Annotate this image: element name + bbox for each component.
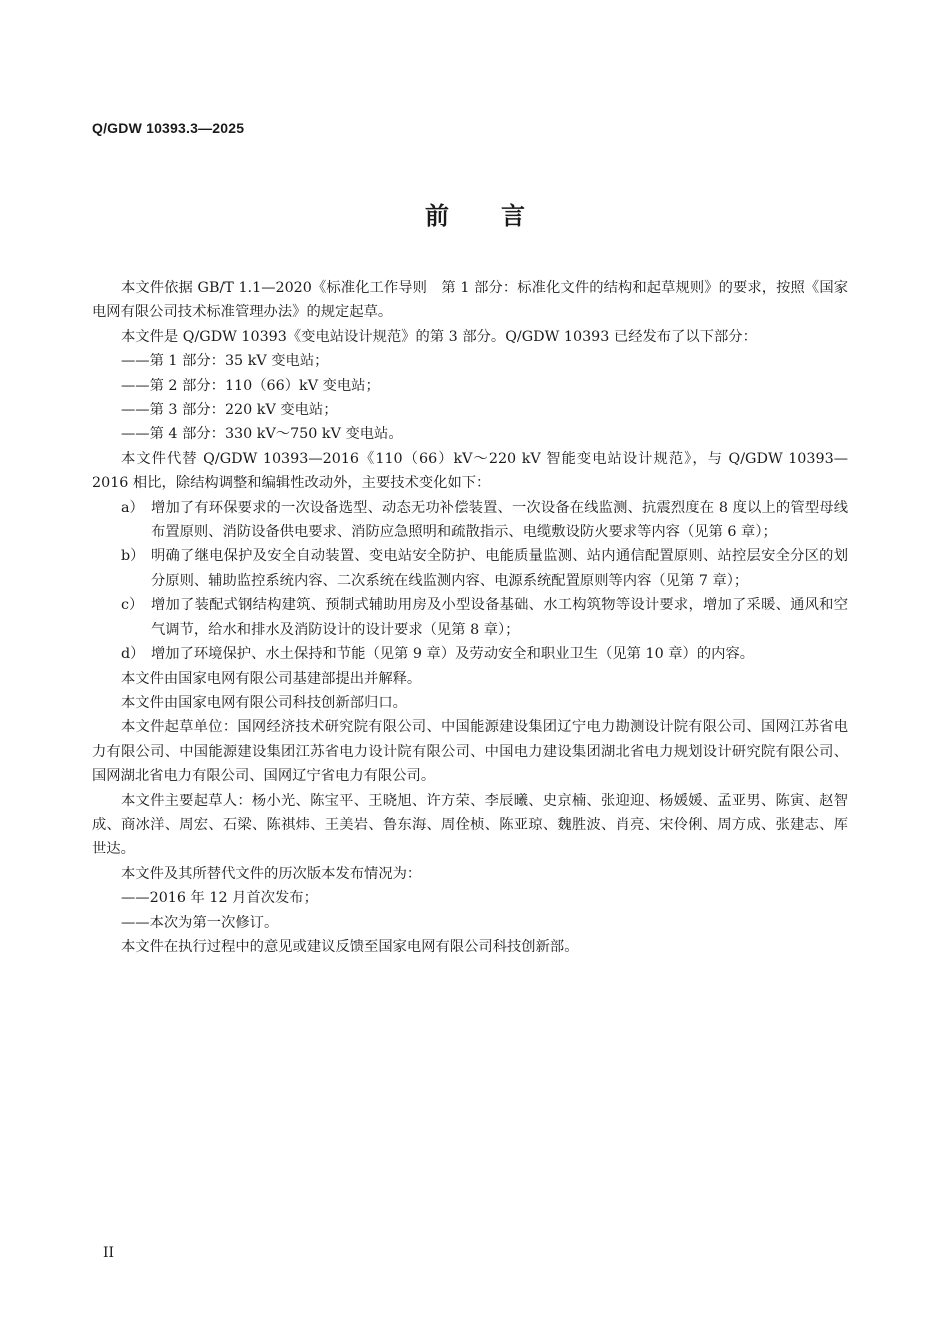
change-item-text: 增加了装配式钢结构建筑、预制式辅助用房及小型设备基础、水工构筑物等设计要求，增加了采暖、通风和空气调节，给水和排水及消防设计的设计要求（见第 8 章）； <box>151 597 848 638</box>
history-item: ——2016 年 12 月首次发布； <box>121 890 318 907</box>
change-item-text: 增加了有环保要求的一次设备选型、动态无功补偿装置、一次设备在线监测、抗震烈度在 8 度以上的管型母线布置原则、消防设备供电要求、消防应急照明和疏散指示、电缆敷设防火要求等内容（见第 6 章）； <box>151 499 848 541</box>
part-list-item: ——第 2 部分：110（66）kV 变电站； <box>121 377 380 394</box>
change-item-text: 增加了环境保护、水土保持和节能（见第 9 章）及劳动安全和职业卫生（见第 10 章）的内容。 <box>151 646 755 663</box>
document-code: Q/GDW 10393.3—2025 <box>92 120 245 136</box>
title-char-2: 言 <box>501 202 525 230</box>
page-number: II <box>103 1245 115 1261</box>
change-item <box>92 544 848 593</box>
change-item <box>92 496 848 545</box>
proposed-paragraph: 本文件由国家电网有限公司基建部提出并解释。 <box>121 670 422 687</box>
title-char-1: 前 <box>425 202 449 230</box>
change-item-mark: b） <box>121 548 145 565</box>
change-item-mark: d） <box>121 646 145 663</box>
managed-paragraph: 本文件由国家电网有限公司科技创新部归口。 <box>121 694 407 711</box>
change-item <box>92 642 848 666</box>
basis-paragraph: 本文件依据 GB/T 1.1—2020《标准化工作导则 第 1 部分：标准化文件的结构和起草规则》的要求，按照《国家电网有限公司技术标准管理办法》的规定起草。 <box>92 280 848 321</box>
part-list-item: ——第 3 部分：220 kV 变电站； <box>121 402 338 419</box>
foreword-body <box>92 276 848 959</box>
part-list-item: ——第 1 部分：35 kV 变电站； <box>121 353 329 370</box>
page-title <box>0 196 950 231</box>
part-of-paragraph: 本文件是 Q/GDW 10393《变电站设计规范》的第 3 部分。Q/GDW 10393 已经发布了以下部分： <box>121 328 757 345</box>
part-list-item: ——第 4 部分：330 kV～750 kV 变电站。 <box>121 426 403 443</box>
change-item-mark: a） <box>121 499 144 516</box>
change-item-text: 明确了继电保护及安全自动装置、变电站安全防护、电能质量监测、站内通信配置原则、站控层安全分区的划分原则、辅助监控系统内容、二次系统在线监测内容、电源系统配置原则等内容（见第 7 章）； <box>151 548 848 589</box>
change-item-mark: c） <box>121 597 144 614</box>
drafting-units-paragraph: 本文件起草单位：国网经济技术研究院有限公司、中国能源建设集团辽宁电力勘测设计院有限公司、国网江苏省电力有限公司、中国能源建设集团江苏省电力设计院有限公司、中国电力建设集团湖北省电力规划设计研究院有限公司、国网湖北省电力有限公司、国网辽宁省电力有限公司。 <box>92 719 848 785</box>
history-item: ——本次为第一次修订。 <box>121 914 279 931</box>
history-intro-paragraph: 本文件及其所替代文件的历次版本发布情况为： <box>121 865 422 882</box>
change-item <box>92 593 848 642</box>
drafters-paragraph: 本文件主要起草人：杨小光、陈宝平、王晓旭、许方荣、李辰曦、史京楠、张迎迎、杨媛媛、孟亚男、陈寅、赵智成、商冰洋、周宏、石梁、陈祺炜、王美岩、鲁东海、周佺桢、陈亚琼、魏胜波、肖亮、宋伶俐、周方成、张建志、厍世达。 <box>92 792 848 858</box>
feedback-paragraph: 本文件在执行过程中的意见或建议反馈至国家电网有限公司科技创新部。 <box>121 938 579 955</box>
replaces-paragraph: 本文件代替 Q/GDW 10393—2016《110（66）kV～220 kV 智能变电站设计规范》，与 Q/GDW 10393—2016 相比，除结构调整和编辑性改动外，主要技术变化如下： <box>92 450 848 492</box>
